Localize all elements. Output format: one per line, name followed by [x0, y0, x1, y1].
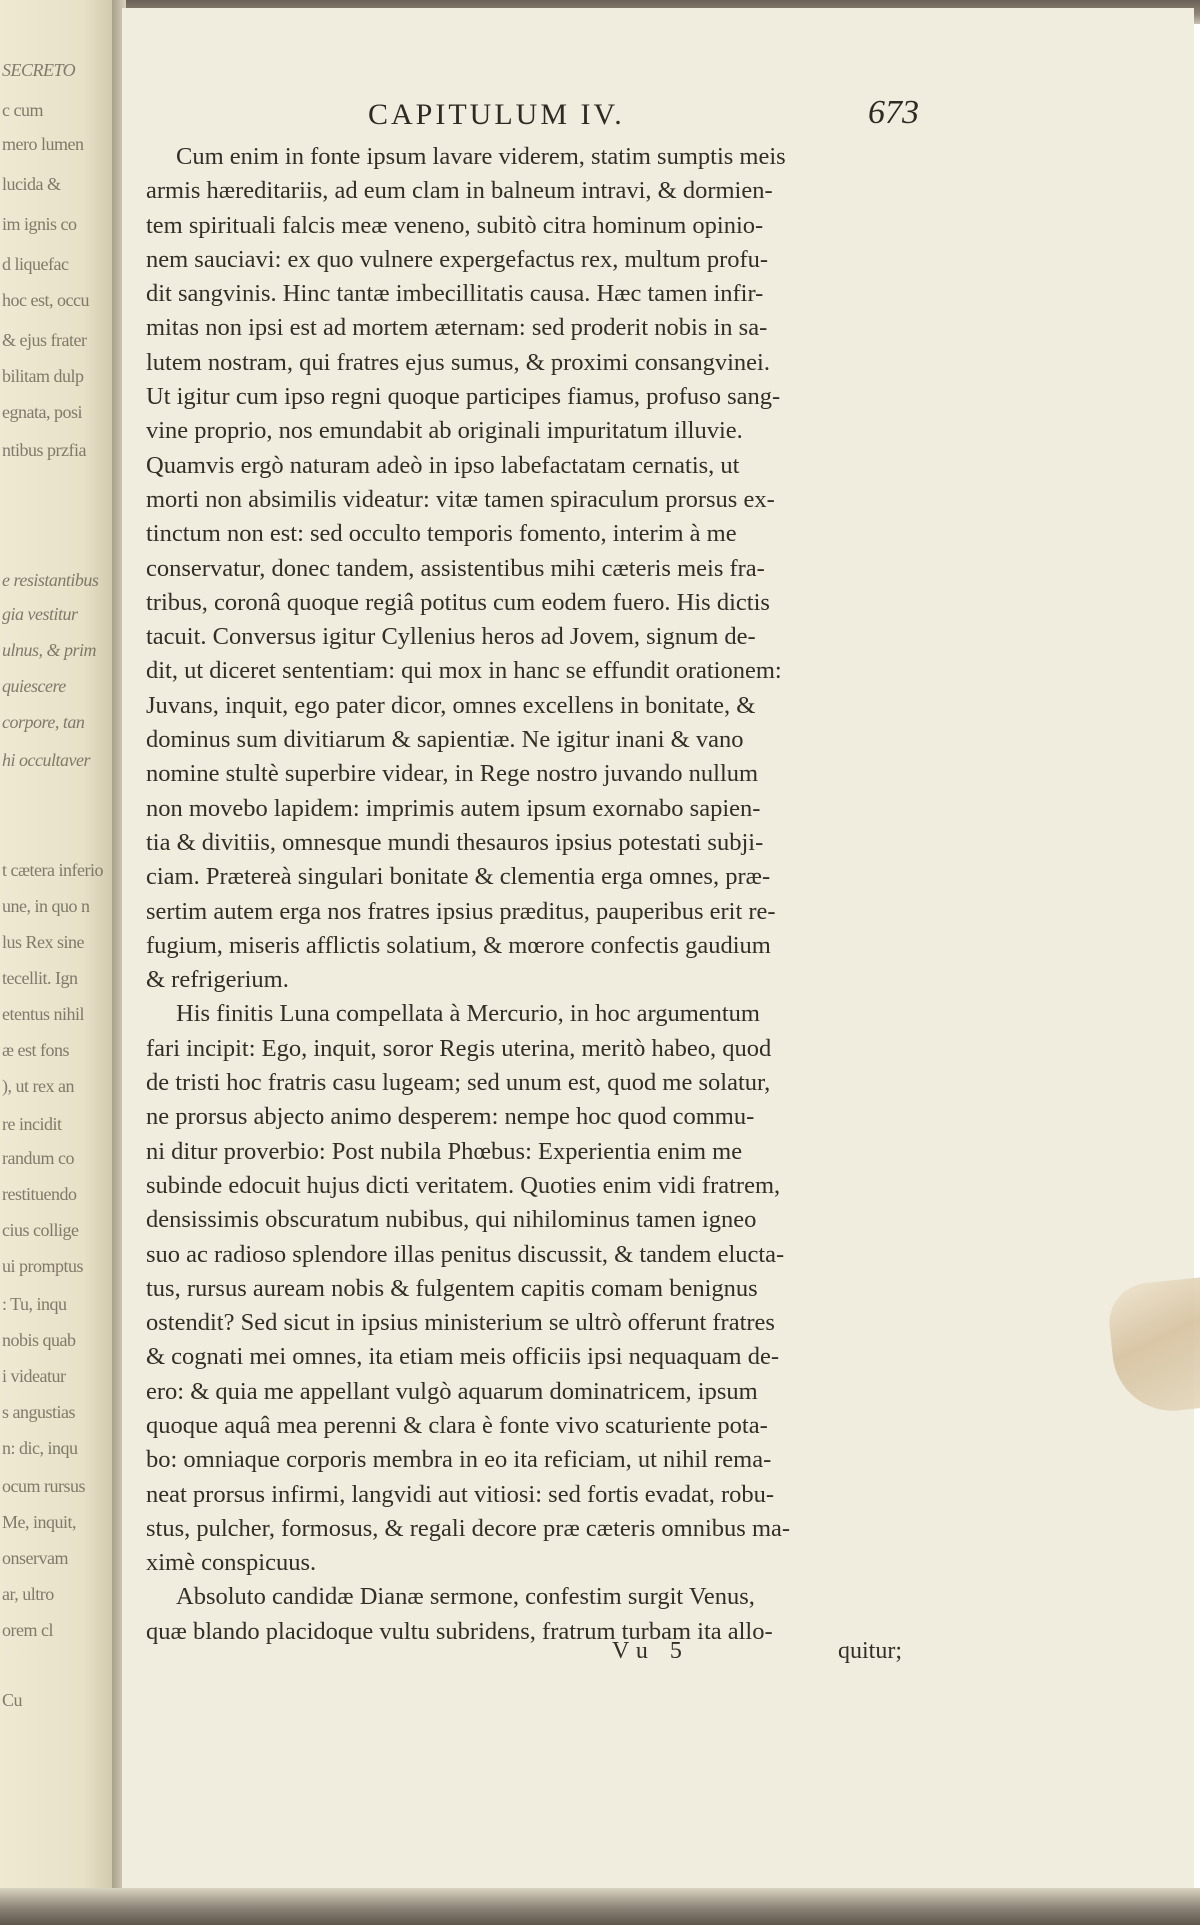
- text-line: lutem nostram, qui fratres ejus sumus, & proximi consangvinei.: [146, 348, 770, 376]
- text-line: ni ditur proverbio: Post nubila Phœbus: Experientia enim me: [146, 1137, 743, 1165]
- text-line: Cum enim in fonte ipsum lavare viderem, statim sumptis meis: [176, 143, 786, 170]
- facing-page-fragment: hoc est, occu: [2, 290, 89, 310]
- facing-page-fragment: nobis quab: [2, 1330, 76, 1350]
- text-line: quoque aquâ mea perenni & clara è fonte vivo scaturiente pota-: [146, 1411, 768, 1439]
- facing-page-fragment: tecellit. Ign: [2, 968, 78, 988]
- facing-page-fragment: s angustias: [2, 1402, 75, 1422]
- catchword: quitur;: [838, 1638, 902, 1664]
- facing-page-fragment: re incidit: [2, 1114, 62, 1134]
- text-line: tus, rursus auream nobis & fulgentem capitis comam benignus: [146, 1274, 758, 1302]
- text-line: quæ blando placidoque vultu subridens, fratrum turbam ita allo-: [146, 1617, 773, 1645]
- text-line: & refrigerium.: [146, 966, 289, 994]
- text-line: tribus, coronâ quoque regiâ potitus cum eodem fuero. His dictis: [146, 588, 770, 616]
- facing-page-fragment: c cum: [2, 100, 43, 120]
- facing-page-fragment: mero lumen: [2, 134, 84, 154]
- scan-bottom-edge: [0, 1888, 1200, 1925]
- facing-page: [0, 0, 118, 1925]
- facing-page-fragment: quiescere: [2, 676, 66, 696]
- facing-page-fragment: corpore, tan: [2, 712, 85, 732]
- text-line: fugium, miseris afflictis solatium, & mœrore confectis gaudium: [146, 931, 771, 959]
- text-line: & cognati mei omnes, ita etiam meis officiis ipsi nequaquam de-: [146, 1343, 779, 1371]
- text-line: vine proprio, nos emundabit ab originali impuritatum illuvie.: [146, 417, 743, 445]
- text-line: Quamvis ergò naturam adeò in ipso labefactatam cernatis, ut: [146, 451, 740, 479]
- text-line: ostendit? Sed sicut in ipsius ministerium se ultrò offerunt fratres: [146, 1309, 775, 1337]
- facing-page-fragment: ocum rursus: [2, 1476, 85, 1496]
- facing-page-fragment: restituendo: [2, 1184, 77, 1204]
- text-line: tinctum non est: sed occulto temporis fomento, interim à me: [146, 520, 737, 548]
- signature-mark: Vu 5: [612, 1638, 690, 1664]
- text-line: stus, pulcher, formosus, & regali decore præ cæteris omnibus ma-: [146, 1514, 791, 1542]
- facing-page-fragment: Cu: [2, 1690, 23, 1710]
- facing-page-fragment: randum co: [2, 1148, 74, 1168]
- facing-page-fragment: e resistantibus: [2, 570, 99, 590]
- facing-page-fragment: t cætera inferio: [2, 860, 103, 880]
- facing-page-fragment: ntibus przfia: [2, 440, 86, 460]
- text-line: conservatur, donec tandem, assistentibus mihi cæteris meis fra-: [146, 554, 765, 582]
- facing-page-fragment: Me, inquit,: [2, 1512, 76, 1532]
- facing-page-fragment: æ est fons: [2, 1040, 69, 1060]
- facing-page-fragment: d liquefac: [2, 254, 69, 274]
- facing-page-text: [0, 0, 118, 1925]
- facing-page-fragment: i videatur: [2, 1366, 66, 1386]
- text-line: densissimis obscuratum nubibus, qui nihilominus tamen igneo: [146, 1206, 757, 1234]
- facing-page-fragment: & ejus frater: [2, 330, 87, 350]
- facing-page-fragment: gia vestitur: [2, 604, 78, 624]
- facing-page-fragment: SECRETO: [2, 60, 76, 80]
- text-line: dominus sum divitiarum & sapientiæ. Ne igitur inani & vano: [146, 726, 744, 754]
- facing-page-fragment: cius collige: [2, 1220, 79, 1240]
- text-line: suo ac radioso splendore illas penitus discussit, & tandem elucta-: [146, 1240, 785, 1268]
- text-line: neat prorsus infirmi, langvidi aut vitiosi: sed fortis evadat, robu-: [146, 1480, 775, 1508]
- text-line: non movebo lapidem: imprimis autem ipsum exornabo sapien-: [146, 794, 761, 822]
- text-line: dit, ut diceret sententiam: qui mox in hanc se effundit orationem:: [146, 657, 782, 685]
- text-line: tem spirituali falcis meæ veneno, subitò citra hominum opinio-: [146, 211, 764, 239]
- text-line: tacuit. Conversus igitur Cyllenius heros ad Jovem, signum de-: [146, 623, 756, 651]
- facing-page-fragment: etentus nihil: [2, 1004, 84, 1024]
- text-line: sertim autem erga nos fratres ipsius præditus, pauperibus erit re-: [146, 897, 776, 925]
- facing-page-fragment: orem cl: [2, 1620, 53, 1640]
- text-line: dit sangvinis. Hinc tantæ imbecillitatis causa. Hæc tamen infir-: [146, 280, 764, 308]
- running-head: CAPITULUM IV.: [368, 98, 625, 131]
- text-line: His finitis Luna compellata à Mercurio, in hoc argumentum: [176, 1000, 760, 1028]
- text-line: ne prorsus abjecto animo desperem: nempe hoc quod commu-: [146, 1103, 755, 1131]
- text-line: tia & divitiis, omnesque mundi thesauros ipsius potestati subji-: [146, 828, 764, 856]
- facing-page-fragment: ar, ultro: [2, 1584, 54, 1604]
- body-text: [146, 140, 926, 1649]
- facing-page-fragment: ui promptus: [2, 1256, 84, 1276]
- text-line: armis hæreditariis, ad eum clam in balneum intravi, & dormien-: [146, 177, 773, 205]
- text-line: ciam. Prætereà singulari bonitate & clementia erga omnes, præ-: [146, 863, 771, 891]
- facing-page-fragment: lucida &: [2, 174, 61, 194]
- facing-page-fragment: n: dic, inqu: [2, 1438, 78, 1458]
- text-line: ximè conspicuus.: [146, 1549, 317, 1577]
- facing-page-fragment: im ignis co: [2, 214, 77, 234]
- text-line: subinde edocuit hujus dicti veritatem. Quoties enim vidi fratrem,: [146, 1171, 781, 1199]
- text-line: ero: & quia me appellant vulgò aquarum dominatricem, ipsum: [146, 1377, 758, 1405]
- facing-page-fragment: onservam: [2, 1548, 68, 1568]
- facing-page-fragment: lus Rex sine: [2, 932, 84, 952]
- text-line: bo: omniaque corporis membra in eo ita reficiam, ut nihil rema-: [146, 1446, 772, 1474]
- facing-page-fragment: bilitam dulp: [2, 366, 84, 386]
- facing-page-fragment: ulnus, & prim: [2, 640, 97, 660]
- facing-page-fragment: hi occultaver: [2, 750, 90, 770]
- text-line: fari incipit: Ego, inquit, soror Regis uterina, meritò habeo, quod: [146, 1034, 772, 1062]
- facing-page-fragment: ), ut rex an: [2, 1076, 74, 1096]
- text-line: nomine stultè superbire videar, in Rege nostro juvando nullum: [146, 760, 759, 788]
- text-line: nem sauciavi: ex quo vulnere expergefactus rex, multum profu-: [146, 245, 769, 273]
- page-number: 673: [868, 94, 919, 131]
- text-line: morti non absimilis videatur: vitæ tamen spiraculum prorsus ex-: [146, 485, 775, 513]
- text-line: Juvans, inquit, ego pater dicor, omnes excellens in bonitate, &: [146, 691, 756, 719]
- text-line: de tristi hoc fratris casu lugeam; sed unum est, quod me solatur,: [146, 1069, 771, 1097]
- facing-page-fragment: : Tu, inqu: [2, 1294, 67, 1314]
- facing-page-fragment: egnata, posi: [2, 402, 82, 422]
- text-line: Ut igitur cum ipso regni quoque participes fiamus, profuso sang-: [146, 383, 781, 411]
- text-line: Absoluto candidæ Dianæ sermone, confestim surgit Venus,: [176, 1583, 755, 1611]
- facing-page-fragment: une, in quo n: [2, 896, 90, 916]
- text-line: mitas non ipsi est ad mortem æternam: sed proderit nobis in sa-: [146, 314, 768, 342]
